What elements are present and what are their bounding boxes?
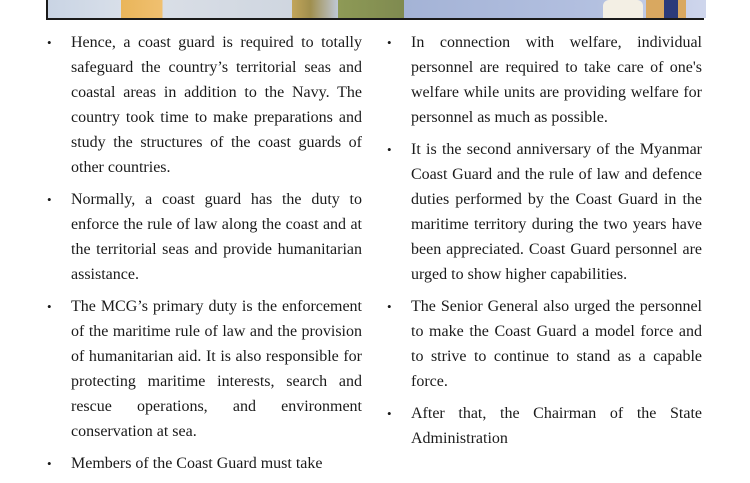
right-bullet-list (384, 30, 702, 451)
list-item-text: The MCG’s primary duty is the enforcement of the maritime rule of law and the provision of humanitarian aid. It is also responsible for protecting maritime interests, search and rescue operations, and environment conservation at sea. (71, 298, 362, 440)
photo-left-panel (48, 0, 292, 18)
bullet-icon: • (387, 299, 392, 314)
list-item (44, 294, 362, 444)
list-item (384, 294, 702, 394)
list-item (384, 137, 702, 287)
list-item (44, 187, 362, 287)
list-item-text: Members of the Coast Guard must take (71, 455, 323, 472)
list-item (384, 30, 702, 130)
list-item-text: Hence, a coast guard is required to totally safeguard the country’s territorial seas and coastal areas in addition to the Navy. The country took time to make preparations and study the structures of the coast guards of other countries. (71, 34, 362, 176)
bullet-icon: • (387, 142, 392, 157)
left-column (44, 30, 362, 483)
list-item (44, 30, 362, 180)
photo-person (664, 0, 678, 18)
bullet-icon: • (387, 35, 392, 50)
right-column (384, 30, 702, 458)
list-item (44, 451, 362, 476)
bullet-icon: • (47, 456, 52, 471)
bullet-icon: • (47, 192, 52, 207)
list-item-text: The Senior General also urged the personnel to make the Coast Guard a model force and to strive to continue to stand as a capable force. (411, 298, 702, 390)
list-item (384, 401, 702, 451)
left-bullet-list (44, 30, 362, 476)
list-item-text: It is the second anniversary of the Myanmar Coast Guard and the rule of law and defence duties performed by the Coast Guard in the maritime territory during the two years have been appreciated. Coast Guard personnel are urged to show higher capabilities. (411, 141, 702, 283)
list-item-text: Normally, a coast guard has the duty to enforce the rule of law along the coast and at the territorial seas and provide humanitarian assistance. (71, 191, 362, 283)
bullet-icon: • (47, 299, 52, 314)
bullet-icon: • (387, 406, 392, 421)
list-item-text: After that, the Chairman of the State Administration (411, 405, 702, 447)
list-item-text: In connection with welfare, individual personnel are required to take care of one's welfare while units are providing welfare for personnel as much as possible. (411, 34, 702, 126)
photo-table (603, 0, 643, 18)
photo-middle-panel (292, 0, 338, 18)
news-photo (46, 0, 704, 20)
bullet-icon: • (47, 35, 52, 50)
